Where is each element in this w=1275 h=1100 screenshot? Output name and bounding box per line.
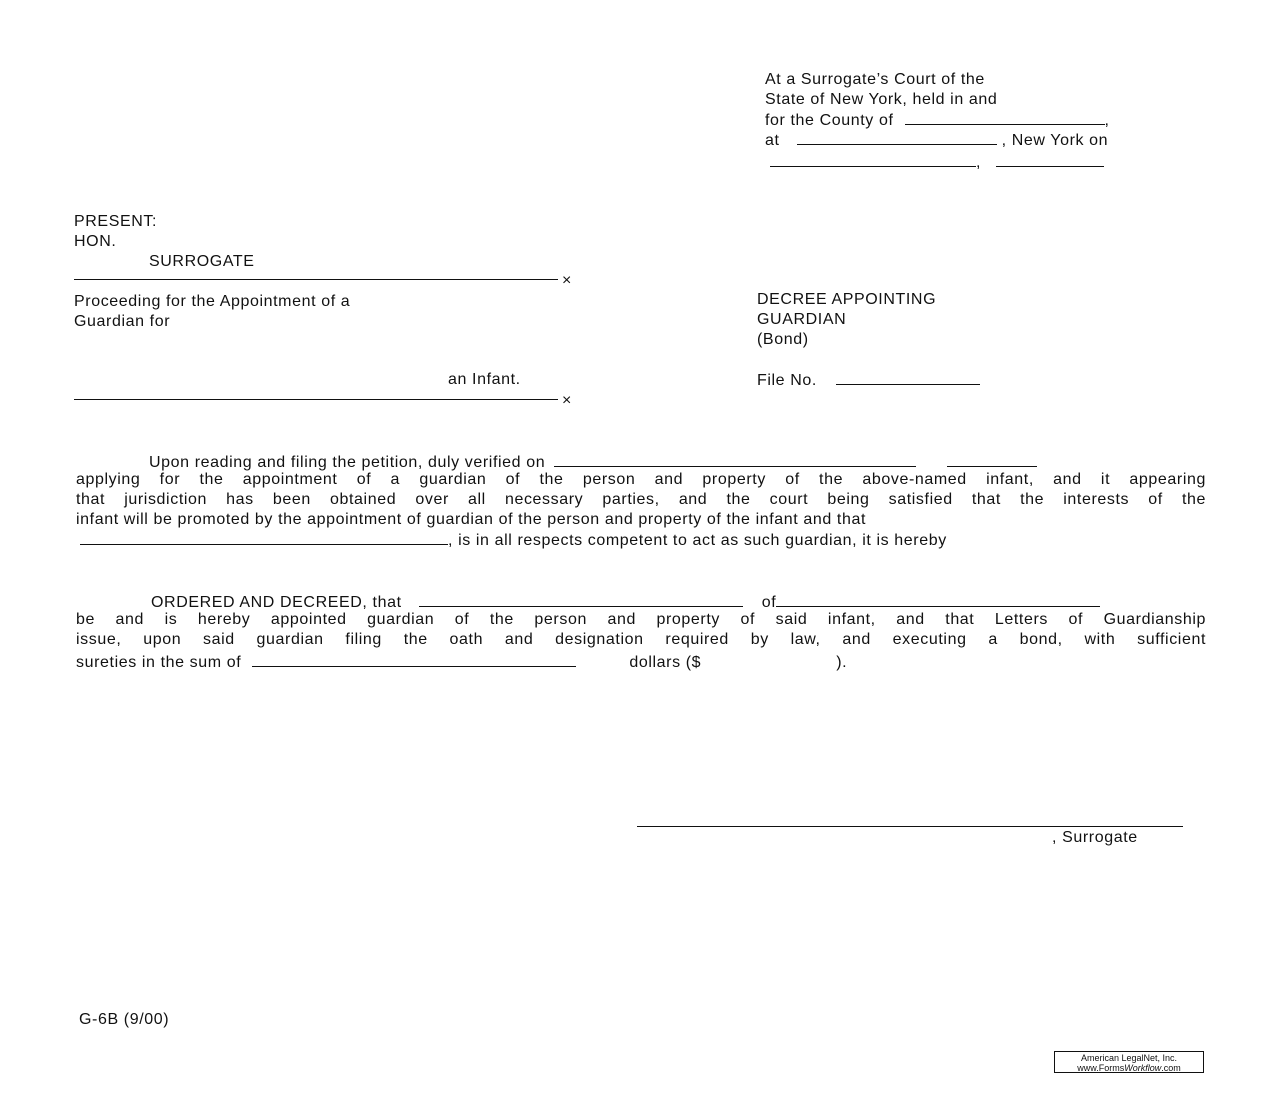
- verified-year-field[interactable]: [947, 452, 1037, 467]
- county-comma: ,: [1104, 112, 1110, 129]
- caption-box-top-line: [74, 279, 558, 280]
- bond-amount-words-field[interactable]: [252, 652, 576, 667]
- caption-line-1: At a Surrogate’s Court of the: [765, 71, 985, 88]
- dollars-label: dollars ($: [629, 654, 702, 671]
- publisher-url: www.FormsWorkflow.com: [1077, 1063, 1181, 1073]
- caption-line-2: State of New York, held in and: [765, 91, 998, 108]
- p1-line-5: [80, 530, 947, 551]
- city-field[interactable]: [797, 130, 997, 145]
- form-id: G-6B (9/00): [79, 1011, 170, 1028]
- at-label: at: [765, 132, 780, 149]
- guardian-address-field[interactable]: [776, 592, 1100, 607]
- p2-line-3: issue, upon said guardian filing the oath and designation required by law, and executing a bond, with sufficient: [76, 631, 1206, 648]
- signature-line[interactable]: [637, 826, 1183, 827]
- caption-box-bottom-line: [74, 399, 558, 400]
- caption-line-3: [765, 110, 1110, 131]
- proceeding-line-2: Guardian for: [74, 313, 171, 330]
- caption-line-5: [770, 152, 1104, 173]
- verified-date-field[interactable]: [554, 452, 916, 467]
- decree-title-1: DECREE APPOINTING: [757, 291, 937, 308]
- date-comma: ,: [976, 154, 982, 171]
- file-no-label: File No.: [757, 372, 817, 389]
- caption-line-4: [765, 130, 1108, 151]
- file-no-row: [757, 370, 980, 391]
- present-label: PRESENT:: [74, 213, 158, 230]
- of-label: of: [761, 594, 777, 611]
- p1-competent-text: , is in all respects competent to act as such guardian, it is hereby: [448, 532, 947, 549]
- county-field[interactable]: [905, 110, 1105, 125]
- infant-label: an Infant.: [448, 371, 521, 388]
- new-york-on-label: , New York on: [1001, 132, 1109, 149]
- file-no-field[interactable]: [836, 370, 980, 385]
- p1-line-2: applying for the appointment of a guardian of the person and property of the above-named infant, and it appearing: [76, 471, 1206, 488]
- hon-label: HON.: [74, 233, 117, 250]
- decree-title-2: GUARDIAN: [757, 311, 847, 328]
- p1-intro: Upon reading and filing the petition, duly verified on: [149, 454, 546, 471]
- publisher-badge: [1054, 1051, 1204, 1073]
- p2-line-4: [76, 652, 847, 673]
- dollars-close: ).: [836, 654, 848, 671]
- appointed-guardian-field[interactable]: [419, 592, 743, 607]
- bond-amount-numeric-field[interactable]: [706, 652, 836, 667]
- guardian-name-field[interactable]: [80, 530, 448, 545]
- proceeding-line-1: Proceeding for the Appointment of a: [74, 293, 351, 310]
- year-field[interactable]: [996, 152, 1104, 167]
- surrogate-title: SURROGATE: [149, 253, 255, 270]
- signature-surrogate-label: , Surrogate: [1052, 829, 1138, 846]
- caption-box-top-x: ×: [562, 272, 572, 289]
- p1-line-4: infant will be promoted by the appointment of guardian of the person and property of the infant and that: [76, 511, 866, 528]
- publisher-name: American LegalNet, Inc.: [1080, 1053, 1178, 1063]
- decree-subtitle: (Bond): [757, 331, 809, 348]
- sureties-text: sureties in the sum of: [76, 654, 242, 671]
- county-label: for the County of: [765, 112, 894, 129]
- date-field[interactable]: [770, 152, 976, 167]
- p2-line-2: be and is hereby appointed guardian of the person and property of said infant, and that Letters of Guardianship: [76, 611, 1206, 628]
- caption-box-bottom-x: ×: [562, 392, 572, 409]
- ordered-and-decreed: ORDERED AND DECREED, that: [151, 594, 402, 611]
- p1-line-3: that jurisdiction has been obtained over all necessary parties, and the court being satisfied that the interests of the: [76, 491, 1206, 508]
